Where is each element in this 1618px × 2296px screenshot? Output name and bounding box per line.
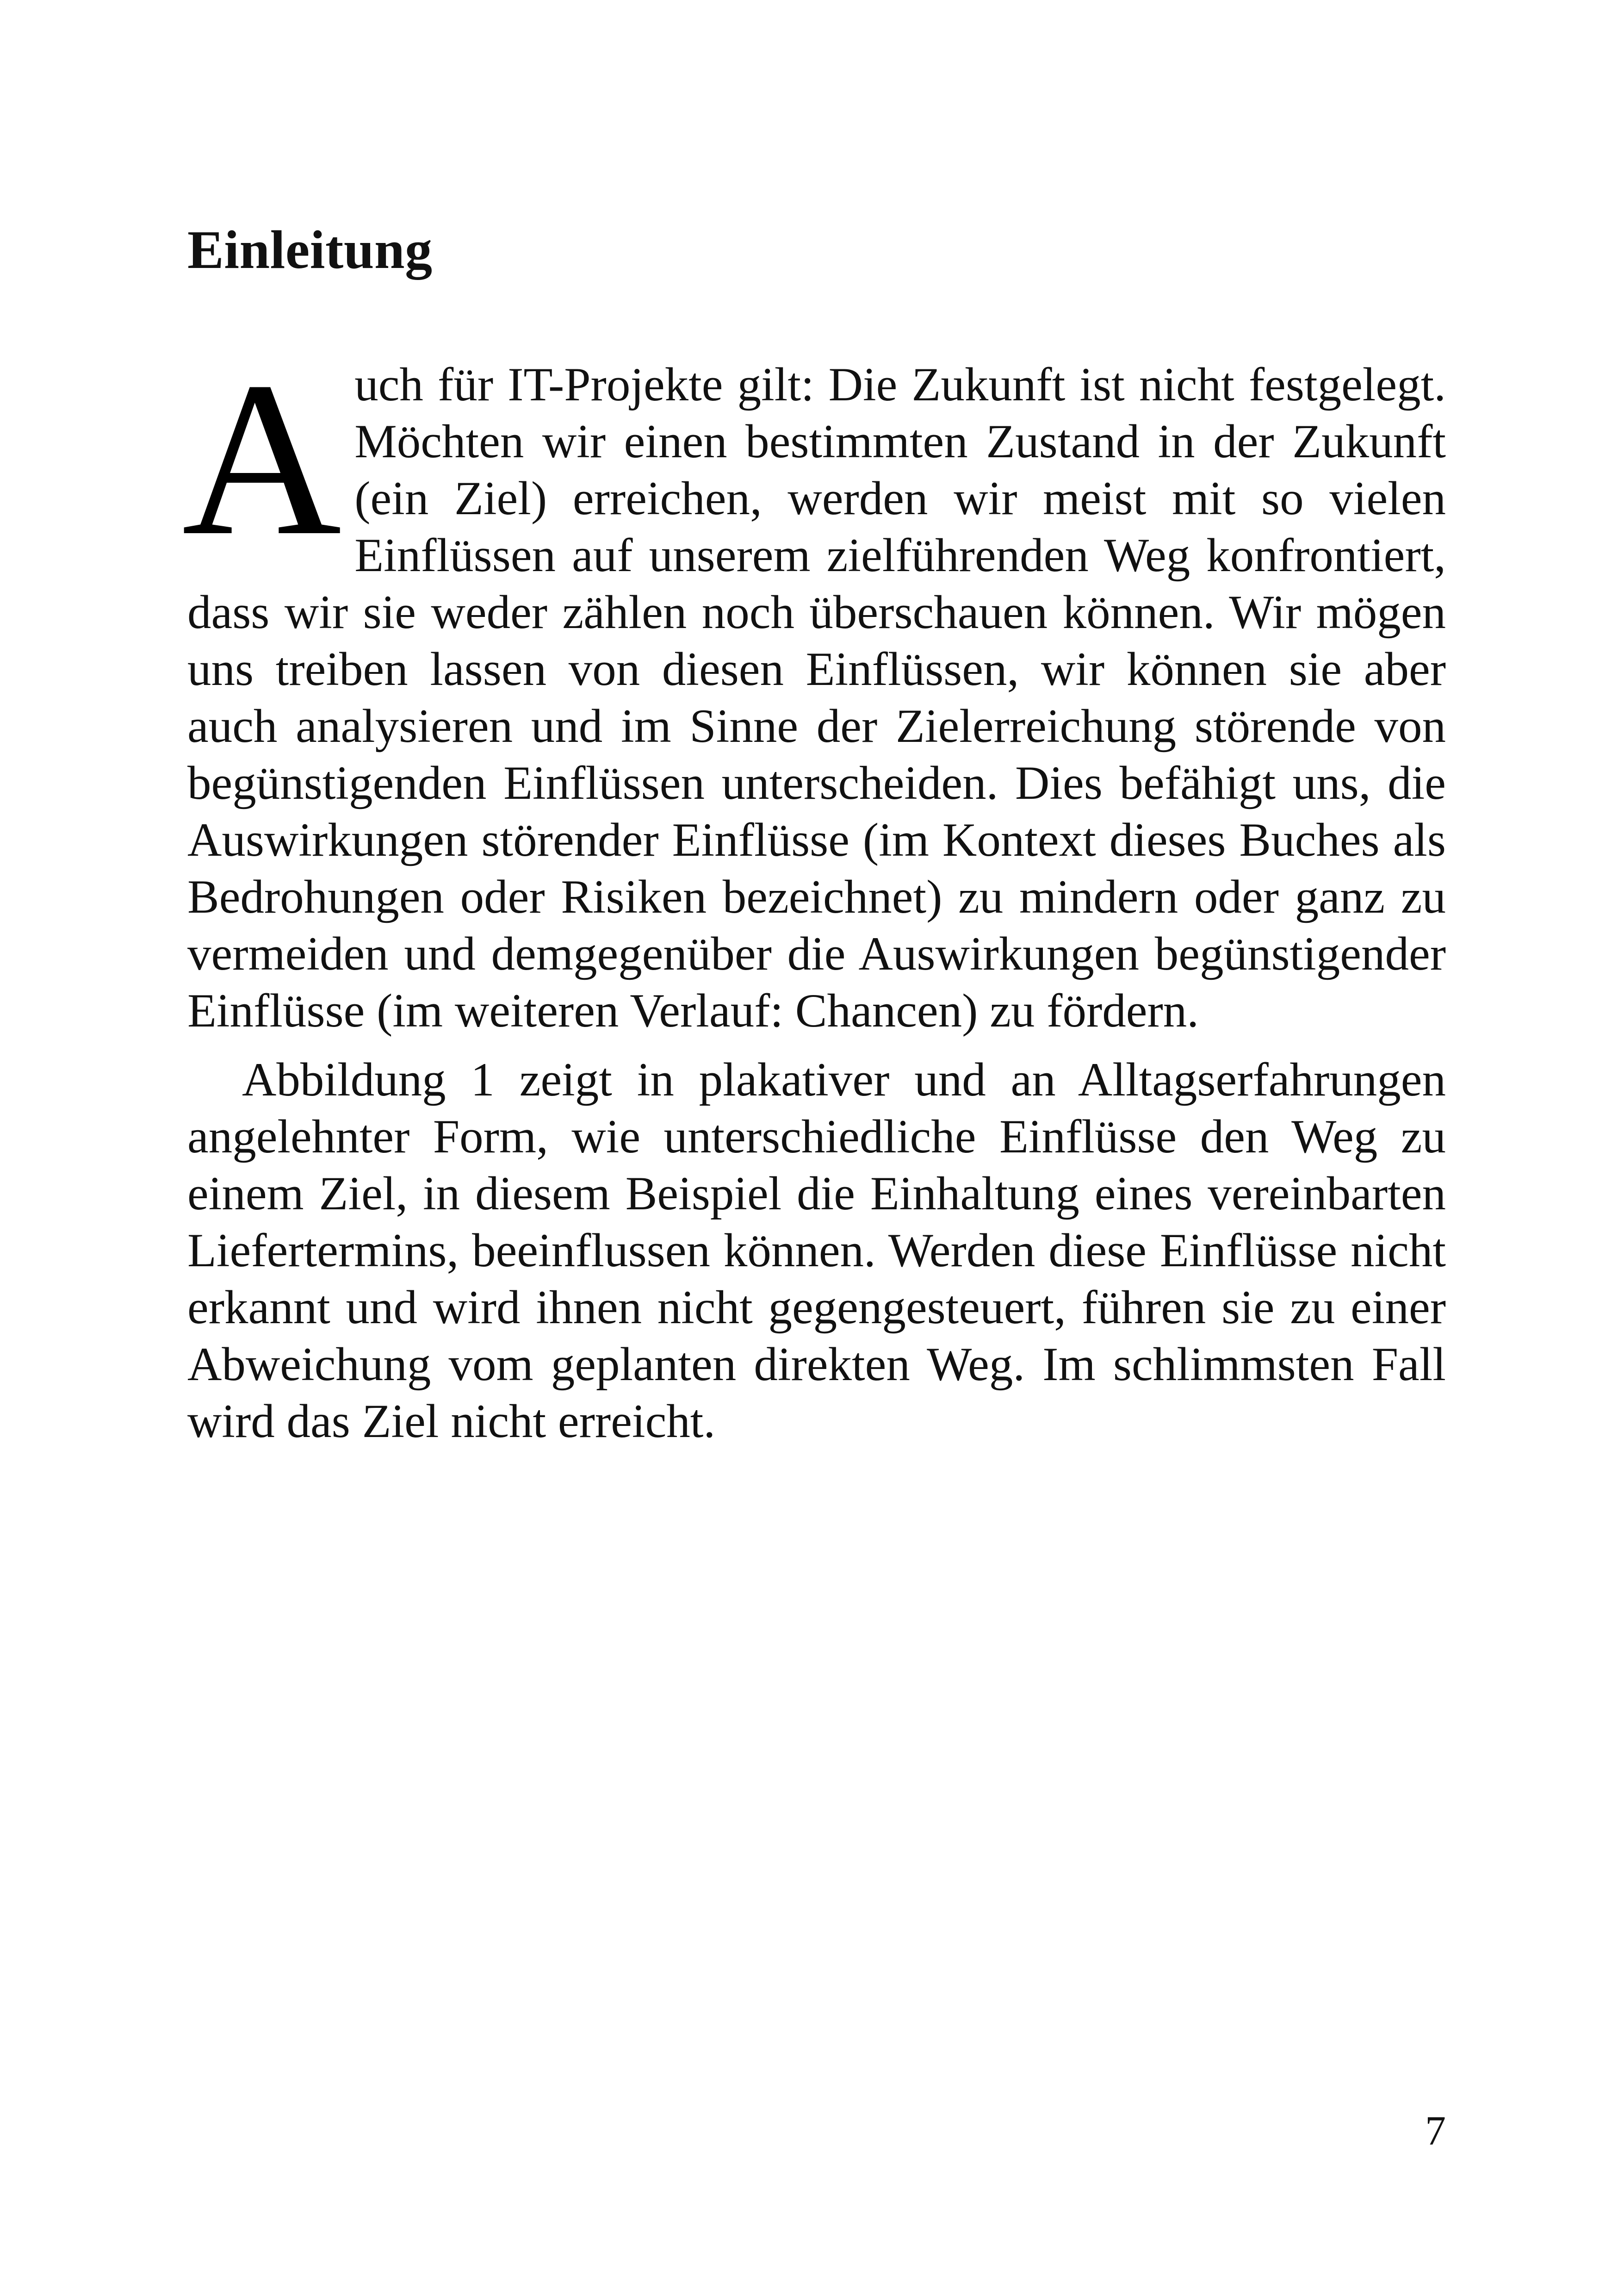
body-text <box>182 336 1446 1450</box>
drop-cap-initial: A <box>182 336 342 581</box>
page-number: 7 <box>1425 2108 1446 2154</box>
paragraph-1 <box>182 336 1446 1039</box>
paragraph-1-text: uch für IT-Projekte gilt: Die Zukunft ist nicht festgelegt. Möchten wir einen bestimmten Zustand in der Zukunft (ein Ziel) erreichen, werden wir meist mit so vielen Einflüssen auf unserem zielführenden Weg konfrontiert, dass wir sie weder zählen noch überschauen können. Wir mögen uns treiben lassen von diesen Einflüssen, wir können sie aber auch analysieren und im Sinne der Zielerreichung störende von begünstigenden Einflüssen unterscheiden. Dies befähigt uns, die Auswirkungen störender Einflüsse (im Kontext dieses Buches als Bedrohungen oder Risiken bezeichnet) zu mindern oder ganz zu vermeiden und demgegenüber die Auswirkungen begünstigender Einflüsse (im weiteren Verlauf: Chancen) zu fördern. <box>187 358 1446 1037</box>
paragraph-2: Abbildung 1 zeigt in plakativer und an Alltagserfahrungen angelehnter Form, wie unterschiedliche Einflüsse den Weg zu einem Ziel, in diesem Beispiel die Einhaltung eines vereinbarten Liefertermins, beeinflussen können. Werden diese Einflüsse nicht erkannt und wird ihnen nicht gegengesteuert, führen sie zu einer Abweichung vom geplanten direkten Weg. Im schlimmsten Fall wird das Ziel nicht erreicht. <box>187 1053 1446 1448</box>
chapter-heading: Einleitung <box>187 219 433 280</box>
